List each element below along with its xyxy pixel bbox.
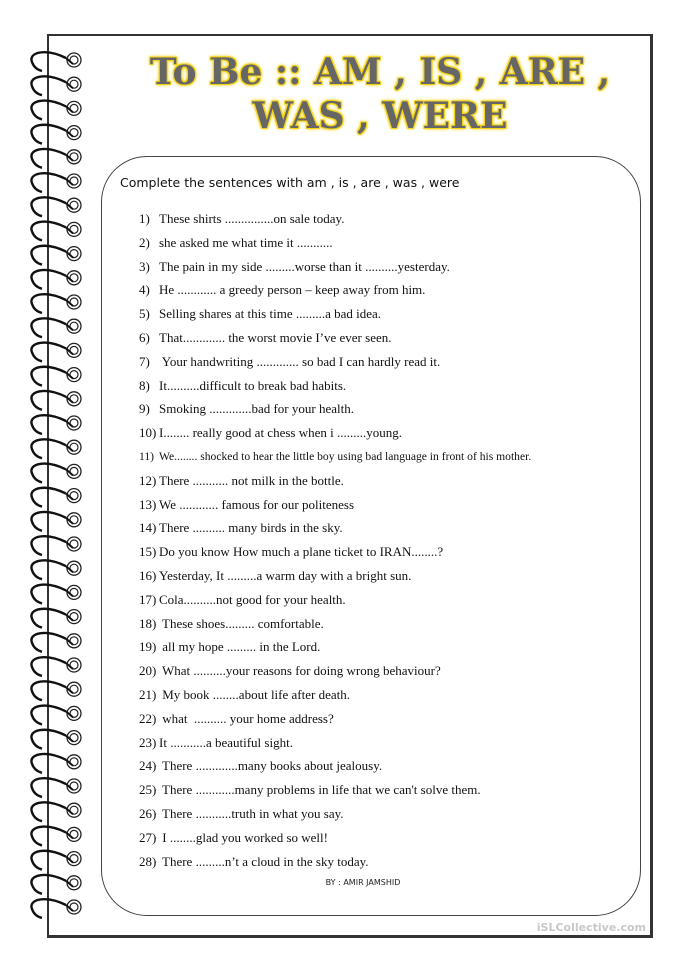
item-number: 17) bbox=[139, 591, 157, 607]
item-number: 2) bbox=[139, 234, 150, 250]
spiral-wire bbox=[31, 851, 66, 870]
spiral-wire bbox=[31, 125, 66, 144]
spiral-ring-icon bbox=[31, 101, 81, 120]
exercise-item bbox=[139, 543, 531, 567]
exercise-item bbox=[139, 853, 531, 877]
item-sentence: These shoes......... comfortable. bbox=[159, 615, 324, 631]
item-number: 20) bbox=[139, 663, 157, 679]
spiral-ring-icon bbox=[31, 222, 81, 241]
title-line-1: To Be :: AM , IS , ARE , bbox=[149, 51, 611, 93]
spiral-ring-icon bbox=[31, 149, 81, 168]
exercise-item bbox=[139, 258, 531, 282]
exercise-item bbox=[139, 757, 531, 781]
spiral-ring-icon bbox=[31, 367, 81, 386]
spiral-ring-icon bbox=[31, 851, 81, 870]
spiral-wire bbox=[31, 464, 66, 483]
watermark: iSLCollective.com bbox=[536, 921, 646, 934]
exercise-list bbox=[139, 210, 531, 876]
spiral-ring-icon bbox=[31, 464, 81, 483]
item-sentence: Selling shares at this time .........a bad idea. bbox=[159, 306, 382, 322]
item-number: 8) bbox=[139, 377, 150, 393]
item-sentence: It..........difficult to break bad habits. bbox=[159, 377, 347, 393]
spiral-ring-icon bbox=[31, 609, 81, 628]
spiral-ring-icon bbox=[31, 585, 81, 604]
exercise-item bbox=[139, 424, 531, 448]
item-sentence: These shirts ...............on sale today. bbox=[159, 211, 345, 226]
spiral-wire bbox=[31, 609, 66, 628]
spiral-ring-icon bbox=[31, 681, 81, 700]
spiral-ring-icon bbox=[31, 246, 81, 265]
spiral-wire bbox=[31, 802, 66, 821]
spiral-ring-icon bbox=[31, 778, 81, 797]
item-number: 3) bbox=[139, 258, 150, 274]
exercise-item bbox=[139, 234, 531, 258]
item-number: 10) bbox=[139, 425, 157, 441]
item-number: 14) bbox=[139, 520, 157, 536]
item-number: 9) bbox=[139, 401, 150, 417]
item-number: 24) bbox=[139, 758, 157, 774]
item-sentence: That............. the worst movie I’ve ever seen. bbox=[159, 329, 392, 345]
spiral-wire bbox=[31, 488, 66, 507]
item-sentence: she asked me what time it ........... bbox=[159, 234, 333, 250]
item-number: 18) bbox=[139, 615, 157, 631]
item-sentence: It ...........a beautiful sight. bbox=[159, 734, 293, 750]
item-sentence: all my hope ......... in the Lord. bbox=[159, 639, 321, 655]
spiral-ring-icon bbox=[31, 294, 81, 313]
item-number: 11) bbox=[139, 449, 155, 463]
item-sentence: He ............ a greedy person – keep away from him. bbox=[159, 282, 426, 298]
spiral-wire bbox=[31, 367, 66, 386]
spiral-ring-icon bbox=[31, 706, 81, 725]
spiral-wire bbox=[31, 318, 66, 337]
exercise-item bbox=[139, 353, 531, 377]
exercise-item bbox=[139, 281, 531, 305]
item-number: 6) bbox=[139, 329, 150, 345]
spiral-ring-icon bbox=[31, 536, 81, 555]
spiral-wire bbox=[31, 681, 66, 700]
spiral-wire bbox=[31, 778, 66, 797]
exercise-item bbox=[139, 615, 531, 639]
item-number: 5) bbox=[139, 306, 150, 322]
item-number: 21) bbox=[139, 686, 157, 702]
exercise-item bbox=[139, 472, 531, 496]
spiral-wire bbox=[31, 246, 66, 265]
spiral-wire bbox=[31, 899, 66, 918]
spiral-wire bbox=[31, 173, 66, 192]
item-sentence: There .............many books about jealousy. bbox=[159, 758, 383, 774]
item-number: 4) bbox=[139, 282, 150, 298]
spiral-ring-icon bbox=[31, 76, 81, 95]
item-sentence: Yesterday, It .........a warm day with a bright sun. bbox=[159, 567, 412, 583]
exercise-item bbox=[139, 567, 531, 591]
spiral-wire bbox=[31, 536, 66, 555]
spiral-wire bbox=[31, 76, 66, 95]
spiral-ring-icon bbox=[31, 730, 81, 749]
spiral-wire bbox=[31, 391, 66, 410]
item-number: 7) bbox=[139, 353, 150, 369]
item-sentence: My book ........about life after death. bbox=[159, 686, 350, 702]
spiral-ring-icon bbox=[31, 754, 81, 773]
spiral-ring-icon bbox=[31, 488, 81, 507]
item-number: 22) bbox=[139, 710, 157, 726]
item-sentence: There .........n’t a cloud in the sky today. bbox=[159, 853, 369, 869]
spiral-ring-icon bbox=[31, 318, 81, 337]
spiral-ring-icon bbox=[31, 827, 81, 846]
item-sentence: There ........... not milk in the bottle. bbox=[159, 472, 344, 488]
item-number: 26) bbox=[139, 805, 157, 821]
spiral-ring-icon bbox=[31, 512, 81, 531]
exercise-item bbox=[139, 734, 531, 758]
spiral-ring-icon bbox=[31, 270, 81, 289]
spiral-wire bbox=[31, 439, 66, 458]
spiral-ring-icon bbox=[31, 391, 81, 410]
spiral-ring-icon bbox=[31, 560, 81, 579]
item-number: 15) bbox=[139, 544, 157, 560]
spiral-wire bbox=[31, 415, 66, 434]
exercise-item bbox=[139, 805, 531, 829]
item-number: 16) bbox=[139, 567, 157, 583]
item-sentence: Your handwriting ............. so bad I can hardly read it. bbox=[159, 353, 441, 369]
exercise-item bbox=[139, 781, 531, 805]
spiral-ring-icon bbox=[31, 52, 81, 71]
item-sentence: I ........glad you worked so well! bbox=[159, 829, 328, 845]
item-sentence: What ..........your reasons for doing wrong behaviour? bbox=[159, 663, 441, 679]
title-line-2: WAS , WERE bbox=[252, 95, 508, 137]
spiral-wire bbox=[31, 633, 66, 652]
item-number: 1) bbox=[139, 211, 150, 226]
spiral-ring-icon bbox=[31, 802, 81, 821]
exercise-item bbox=[139, 638, 531, 662]
item-sentence: The pain in my side .........worse than it ..........yesterday. bbox=[159, 258, 450, 274]
spiral-ring-icon bbox=[31, 899, 81, 918]
exercise-item bbox=[139, 496, 531, 520]
spiral-ring-icon bbox=[31, 343, 81, 362]
item-number: 27) bbox=[139, 829, 157, 845]
spiral-wire bbox=[31, 730, 66, 749]
item-sentence: There .......... many birds in the sky. bbox=[159, 520, 343, 536]
exercise-item bbox=[139, 210, 531, 234]
item-sentence: what .......... your home address? bbox=[159, 710, 334, 726]
exercise-item bbox=[139, 829, 531, 853]
spiral-ring-icon bbox=[31, 657, 81, 676]
item-sentence: I........ really good at chess when i .........young. bbox=[159, 425, 402, 441]
exercise-item bbox=[139, 305, 531, 329]
item-number: 28) bbox=[139, 853, 157, 869]
spiral-wire bbox=[31, 827, 66, 846]
item-number: 23) bbox=[139, 734, 157, 750]
spiral-wire bbox=[31, 197, 66, 216]
spiral-wire bbox=[31, 512, 66, 531]
exercise-item bbox=[139, 400, 531, 424]
spiral-ring-icon bbox=[31, 439, 81, 458]
item-sentence: Smoking .............bad for your health. bbox=[159, 401, 354, 417]
spiral-ring-icon bbox=[31, 125, 81, 144]
item-sentence: We ............ famous for our politeness bbox=[159, 496, 354, 512]
spiral-wire bbox=[31, 52, 66, 71]
item-number: 19) bbox=[139, 639, 157, 655]
spiral-wire bbox=[31, 657, 66, 676]
exercise-item bbox=[139, 686, 531, 710]
item-number: 25) bbox=[139, 782, 157, 798]
spiral-wire bbox=[31, 222, 66, 241]
spiral-ring-icon bbox=[31, 197, 81, 216]
item-number: 12) bbox=[139, 472, 157, 488]
spiral-binding bbox=[26, 44, 96, 924]
exercise-item bbox=[139, 519, 531, 543]
spiral-wire bbox=[31, 754, 66, 773]
spiral-wire bbox=[31, 560, 66, 579]
spiral-ring-icon bbox=[31, 633, 81, 652]
exercise-item bbox=[139, 710, 531, 734]
spiral-wire bbox=[31, 585, 66, 604]
spiral-ring-icon bbox=[31, 415, 81, 434]
spiral-ring-icon bbox=[31, 173, 81, 192]
item-sentence: There ...........truth in what you say. bbox=[159, 805, 344, 821]
exercise-item bbox=[139, 377, 531, 401]
spiral-wire bbox=[31, 149, 66, 168]
spiral-wire bbox=[31, 101, 66, 120]
item-sentence: Do you know How much a plane ticket to IRAN........? bbox=[159, 544, 444, 560]
spiral-wire bbox=[31, 706, 66, 725]
exercise-item bbox=[139, 448, 531, 472]
item-sentence: We........ shocked to hear the little boy using bad language in front of his mother. bbox=[159, 449, 532, 463]
item-sentence: Cola..........not good for your health. bbox=[159, 591, 346, 607]
worksheet-title bbox=[100, 50, 660, 138]
spiral-wire bbox=[31, 270, 66, 289]
exercise-item bbox=[139, 329, 531, 353]
spiral-wire bbox=[31, 343, 66, 362]
exercise-item bbox=[139, 662, 531, 686]
exercise-item bbox=[139, 591, 531, 615]
spiral-wire bbox=[31, 294, 66, 313]
item-sentence: There ............many problems in life that we can't solve them. bbox=[159, 782, 481, 798]
author-byline: BY : AMIR JAMSHID bbox=[325, 878, 401, 887]
instruction-text: Complete the sentences with am , is , are , was , were bbox=[120, 175, 460, 190]
item-number: 13) bbox=[139, 496, 157, 512]
